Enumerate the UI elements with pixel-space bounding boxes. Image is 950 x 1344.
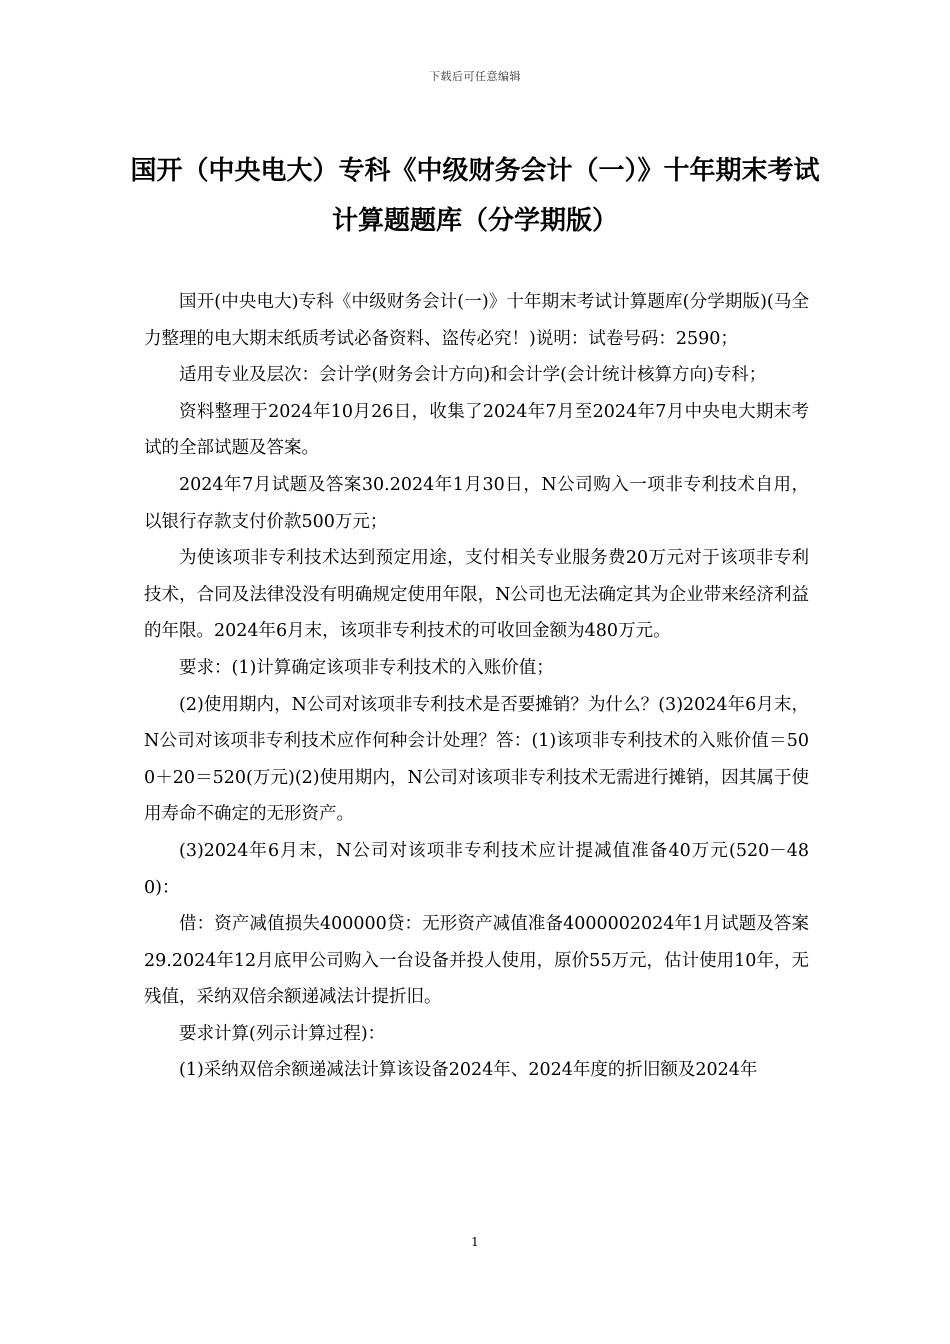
paragraph: (3)2024年6月末，N公司对该项非专利技术应计提减值准备40万元(520－480)： xyxy=(144,840,809,898)
paragraph: 国开(中央电大)专科《中级财务会计(一)》十年期末考试计算题库(分学期版)(马全力整理的电大期末纸质考试必备资料、盗传必究！)说明：试卷号码：2590； xyxy=(144,292,809,349)
paragraph: (2)使用期内，N公司对该项非专利技术是否要摊销？为什么？(3)2024年6月末，N公司对该项非专利技术应作何种会计处理？答：(1)该项非专利技术的入账价值＝500＋20＝520(万元)(2)使用期内，N公司对该项非专利技术无需进行摊销，因其属于使用寿命不确定的无形资产。 xyxy=(144,694,809,825)
document-body xyxy=(144,284,809,1089)
paragraph: 借：资产减值损失400000贷：无形资产减值准备4000002024年1月试题及答案29.2024年12月底甲公司购入一台设备并投人使用，原价55万元，估计使用10年，无残值，采纳双倍余额递减法计提折旧。 xyxy=(144,914,809,1008)
paragraph: 要求计算(列示计算过程)： xyxy=(179,1023,386,1044)
paragraph: 2024年7月试题及答案30.2024年1月30日，N公司购入一项非专利技术自用，以银行存款支付价款500万元； xyxy=(144,474,809,532)
paragraph: 要求：(1)计算确定该项非专利技术的入账价值； xyxy=(179,657,554,678)
header-note: 下载后可任意编辑 xyxy=(429,70,521,83)
paragraph: 适用专业及层次：会计学(财务会计方向)和会计学(会计统计核算方向)专科； xyxy=(179,365,767,386)
paragraph: 为使该项非专利技术达到预定用途，支付相关专业服务费20万元对于该项非专利技术，合同及法律没没有明确规定使用年限，N公司也无法确定其为企业带来经济利益的年限。2024年6月末，该项非专利技术的可收回金额为480万元。 xyxy=(144,548,809,642)
document-title: 国开（中央电大）专科《中级财务会计（一）》十年期末考试计算题题库（分学期版） xyxy=(130,156,820,236)
paragraph: (1)采纳双倍余额递减法计算该设备2024年、2024年度的折旧额及2024年 xyxy=(179,1060,758,1081)
page-number: 1 xyxy=(471,1235,479,1249)
paragraph: 资料整理于2024年10月26日，收集了2024年7月至2024年7月中央电大期末考试的全部试题及答案。 xyxy=(144,401,809,459)
